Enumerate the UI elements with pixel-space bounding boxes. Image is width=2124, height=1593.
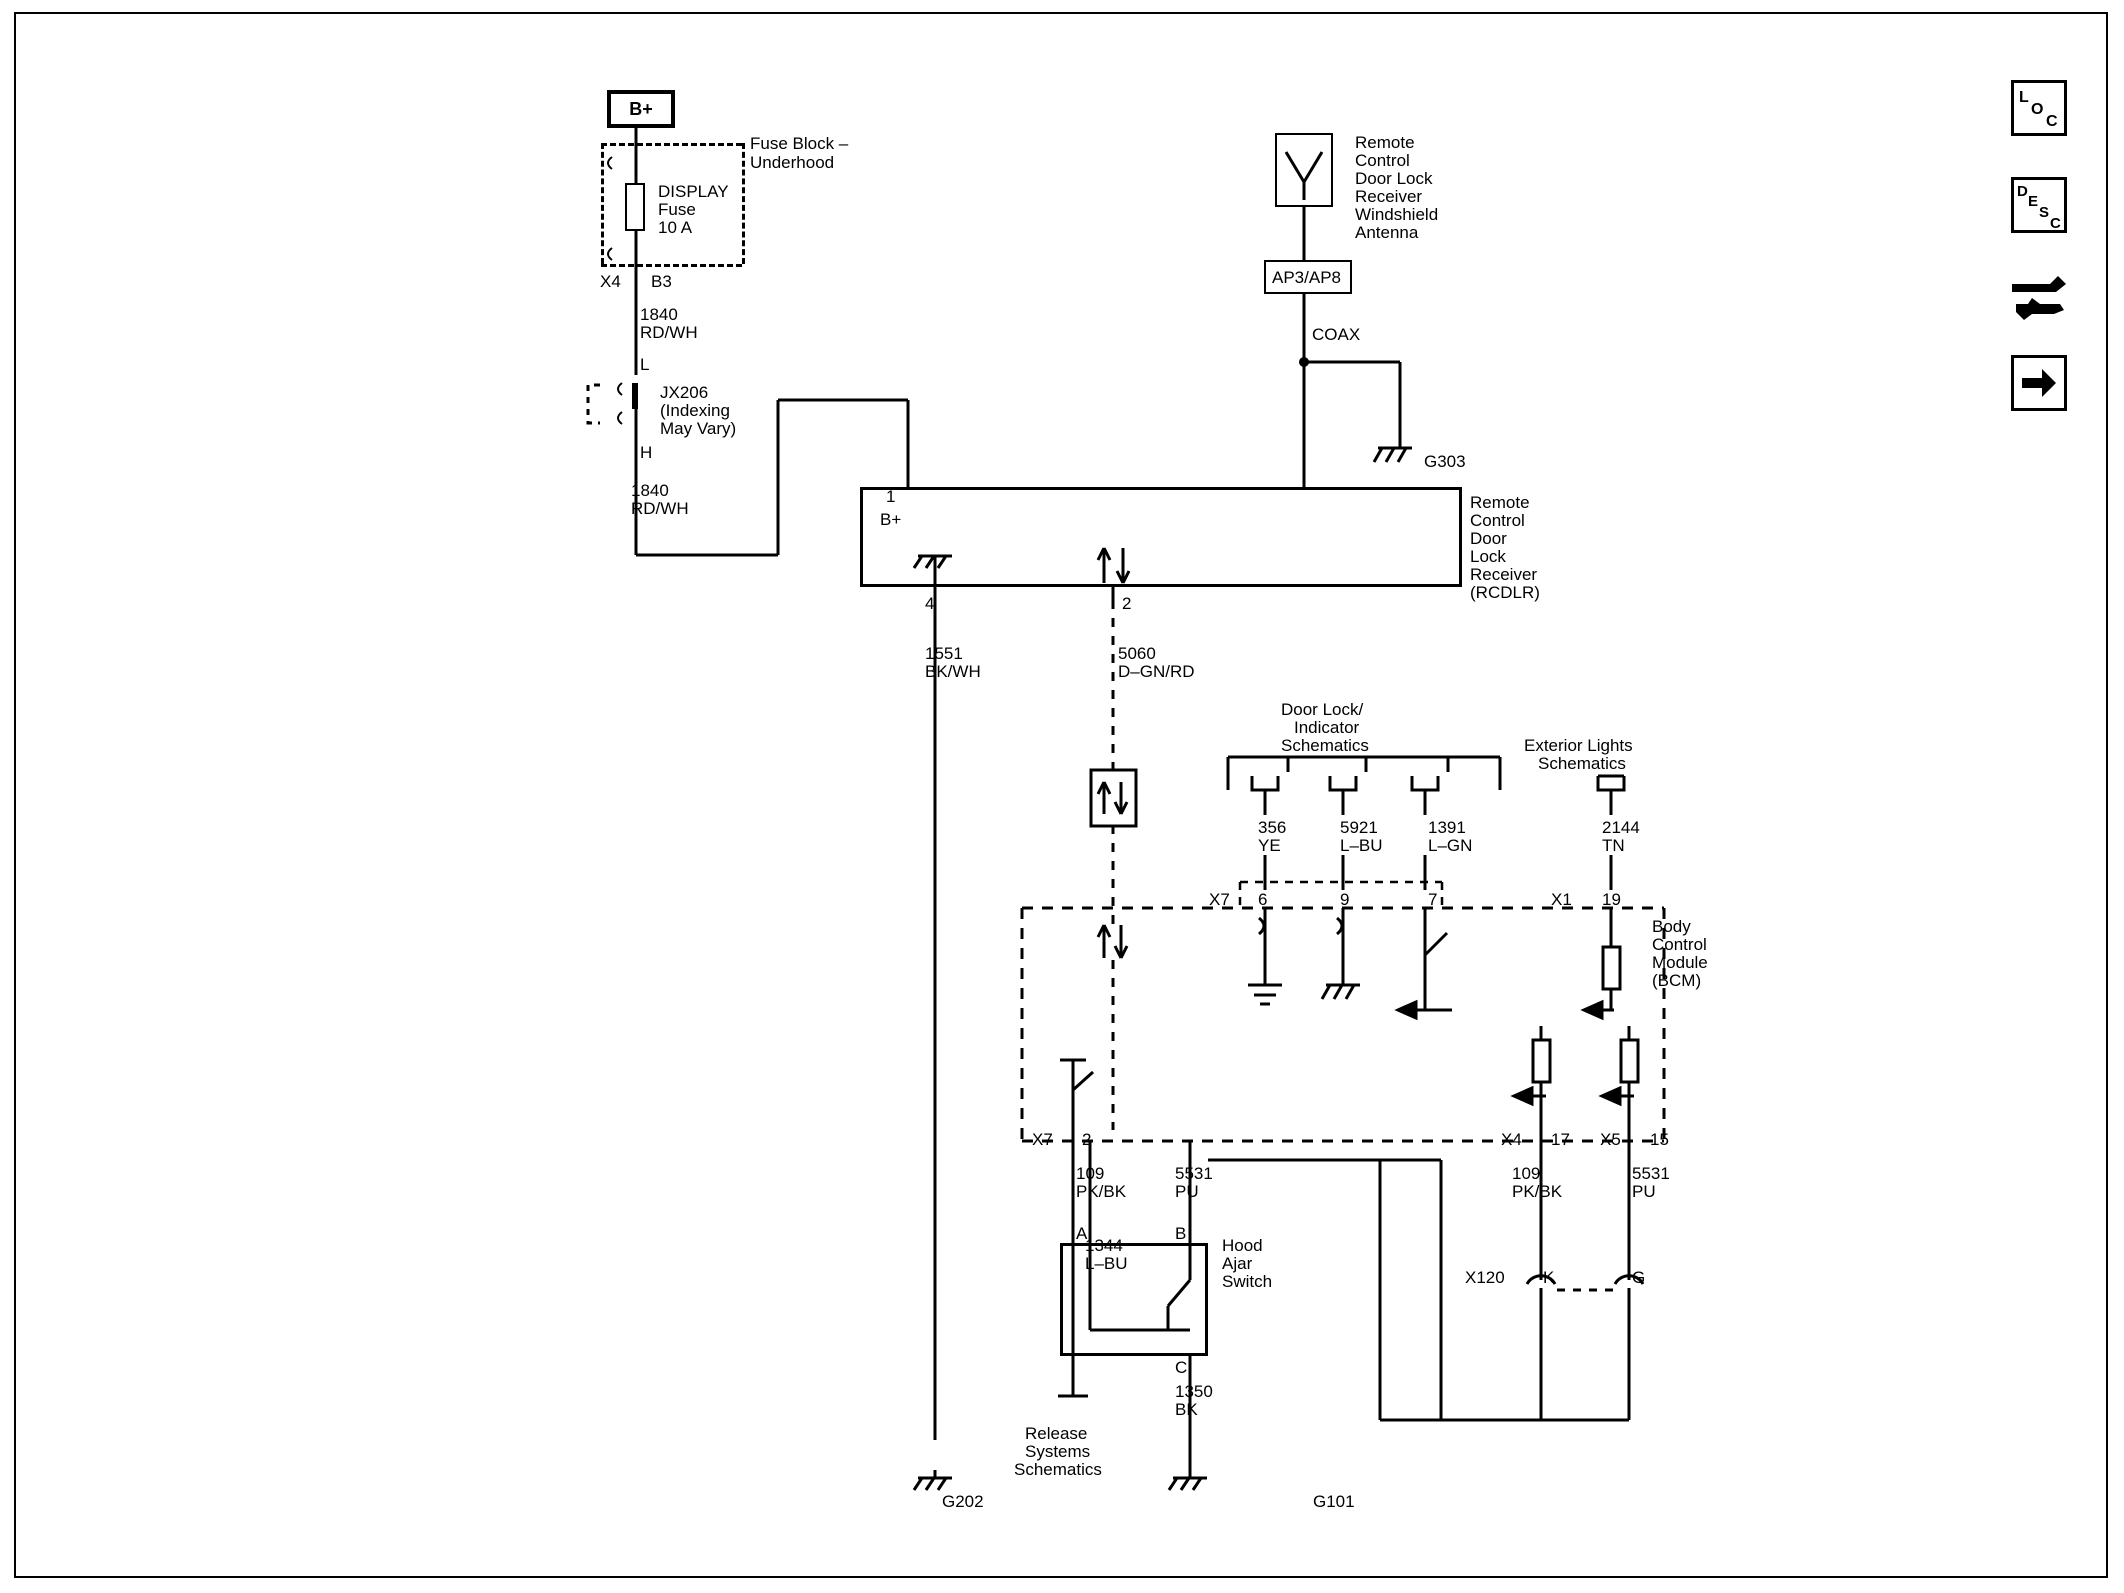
exterior-section-label-2: Schematics — [1538, 754, 1626, 773]
doorlock-section-label-1: Door Lock/ — [1281, 700, 1364, 719]
wire-5531-left-num: 5531 — [1175, 1164, 1213, 1183]
loc-button-label-o: O — [2031, 101, 2044, 118]
bcm-name-4: (BCM) — [1652, 971, 1702, 990]
wire-1840-top-num: 1840 — [640, 305, 678, 324]
wire-356-num: 356 — [1258, 818, 1287, 837]
connector-x4-label: X4 — [600, 272, 621, 291]
bcm-name-1: Body — [1652, 917, 1691, 936]
tools-icon[interactable] — [2006, 262, 2076, 332]
splice-jx206-note1: (Indexing — [660, 401, 730, 420]
desc-button-label-c: C — [2050, 215, 2061, 232]
wire-109-right-num: 109 — [1512, 1164, 1541, 1183]
rcdlr-name-2: Control — [1470, 511, 1525, 530]
bcm-pin17-label: 17 — [1551, 1130, 1570, 1149]
wire-1840-top-color: RD/WH — [640, 323, 698, 342]
rcdlr-pin4-label: 4 — [925, 594, 935, 613]
connector-b3-label: B3 — [651, 272, 672, 291]
bcm-x1-label: X1 — [1551, 890, 1572, 909]
fuse-block-bottom — [601, 264, 742, 267]
bcm-x7-label: X7 — [1209, 890, 1230, 909]
bcm-x4-label: X4 — [1501, 1130, 1522, 1149]
ground-g202-label: G202 — [942, 1492, 984, 1511]
bcm-pin9-label: 9 — [1340, 890, 1350, 909]
antenna-label-1: Remote — [1355, 133, 1415, 152]
hood-ajar-switch-box — [1060, 1243, 1208, 1356]
wire-5531-left-color: PU — [1175, 1182, 1199, 1201]
hood-switch-name-3: Switch — [1222, 1272, 1273, 1291]
exterior-section-label-1: Exterior Lights — [1524, 736, 1633, 755]
fuse-label-1: DISPLAY — [658, 182, 729, 201]
release-systems-label-1: Release — [1025, 1424, 1088, 1443]
wire-5531-right-num: 5531 — [1632, 1164, 1670, 1183]
wire-1391-color: L–GN — [1428, 836, 1473, 855]
hood-switch-pin-a: A — [1076, 1224, 1088, 1243]
bcm-x5-label: X5 — [1600, 1130, 1621, 1149]
wire-1840-bottom-color: RD/WH — [631, 499, 689, 518]
desc-button-label-d: D — [2017, 183, 2028, 200]
release-systems-label-3: Schematics — [1014, 1460, 1102, 1479]
antenna-label-5: Windshield — [1355, 205, 1439, 224]
hood-switch-name-2: Ajar — [1222, 1254, 1253, 1273]
splice-jx206-note2: May Vary) — [660, 419, 737, 438]
doorlock-section-label-2: Indicator — [1294, 718, 1360, 737]
wire-1344-num: 1344 — [1085, 1236, 1123, 1255]
wire-1344-color: L–BU — [1085, 1254, 1128, 1273]
wire-356-color: YE — [1258, 836, 1281, 855]
ground-g101-label: G101 — [1313, 1492, 1355, 1511]
rcdlr-name-6: (RCDLR) — [1470, 583, 1540, 602]
ground-g303-label: G303 — [1424, 452, 1466, 471]
wire-109-right-color: PK/BK — [1512, 1182, 1563, 1201]
bcm-pin15-label: 15 — [1650, 1130, 1669, 1149]
antenna-label-2: Control — [1355, 151, 1410, 170]
fuse-block-right — [742, 143, 745, 264]
connector-pin-g: G — [1632, 1268, 1646, 1287]
doorlock-section-label-3: Schematics — [1281, 736, 1369, 755]
bcm-pin2-lower-label: 2 — [1082, 1130, 1092, 1149]
antenna-label-6: Antenna — [1355, 223, 1419, 242]
hood-switch-pin-c: C — [1175, 1358, 1188, 1377]
bcm-x7-lower-label: X7 — [1032, 1130, 1053, 1149]
display-fuse-symbol — [625, 183, 645, 231]
fuse-block-label-2: Underhood — [750, 153, 835, 172]
fuse-label-2: Fuse — [658, 200, 696, 219]
splice-h-label: H — [640, 443, 653, 462]
hood-switch-pin-b: B — [1175, 1224, 1187, 1243]
wire-5060-color: D–GN/RD — [1118, 662, 1195, 681]
splice-jx206-label: JX206 — [660, 383, 709, 402]
arrow-right-icon[interactable] — [2018, 362, 2060, 404]
antenna-symbol-box — [1275, 133, 1333, 207]
loc-button-label: L — [2019, 89, 2029, 106]
wire-5060-num: 5060 — [1118, 644, 1156, 663]
wire-1350-num: 1350 — [1175, 1382, 1213, 1401]
connector-x120-label: X120 — [1465, 1268, 1505, 1287]
bcm-pin6-label: 6 — [1258, 890, 1268, 909]
wire-1391-num: 1391 — [1428, 818, 1466, 837]
hood-switch-name-1: Hood — [1222, 1236, 1263, 1255]
loc-button-label-c: C — [2046, 113, 2058, 130]
wire-5921-num: 5921 — [1340, 818, 1378, 837]
wire-109-left-num: 109 — [1076, 1164, 1105, 1183]
rcdlr-box — [860, 487, 1462, 587]
connector-pin-k: K — [1543, 1268, 1555, 1287]
wire-1551-color: BK/WH — [925, 662, 981, 681]
wire-1551-num: 1551 — [925, 644, 963, 663]
bcm-pin19-label: 19 — [1602, 890, 1621, 909]
wire-2144-num: 2144 — [1602, 818, 1640, 837]
bcm-name-2: Control — [1652, 935, 1707, 954]
antenna-label-3: Door Lock — [1355, 169, 1433, 188]
fuse-label-3: 10 A — [658, 218, 693, 237]
fuse-block-label: Fuse Block – — [750, 134, 849, 153]
rcdlr-name-4: Lock — [1470, 547, 1506, 566]
bcm-pin7-label: 7 — [1428, 890, 1438, 909]
wire-1350-color: BK — [1175, 1400, 1198, 1419]
rcdlr-name-1: Remote — [1470, 493, 1530, 512]
wire-5921-color: L–BU — [1340, 836, 1383, 855]
coax-label: COAX — [1312, 325, 1361, 344]
wire-1840-bottom-num: 1840 — [631, 481, 669, 500]
wire-109-left-color: PK/BK — [1076, 1182, 1127, 1201]
rcdlr-pin1-label: 1 — [886, 487, 896, 506]
antenna-label-4: Receiver — [1355, 187, 1423, 206]
rcdlr-pin2-label: 2 — [1122, 594, 1132, 613]
bcm-name-3: Module — [1652, 953, 1708, 972]
rcdlr-name-3: Door — [1470, 529, 1507, 548]
desc-button-label-s: S — [2039, 204, 2050, 221]
splice-l-label: L — [640, 355, 650, 374]
desc-button-label-e: E — [2028, 193, 2039, 210]
bplus-box: B+ — [607, 90, 675, 128]
wire-5531-right-color: PU — [1632, 1182, 1656, 1201]
wire-2144-color: TN — [1602, 836, 1625, 855]
antenna-connector-label: AP3/AP8 — [1272, 268, 1341, 287]
release-systems-label-2: Systems — [1025, 1442, 1091, 1461]
fuse-block-top — [601, 143, 742, 146]
rcdlr-name-5: Receiver — [1470, 565, 1538, 584]
fuse-block-left — [601, 143, 604, 264]
rcdlr-bplus-label: B+ — [880, 510, 902, 529]
